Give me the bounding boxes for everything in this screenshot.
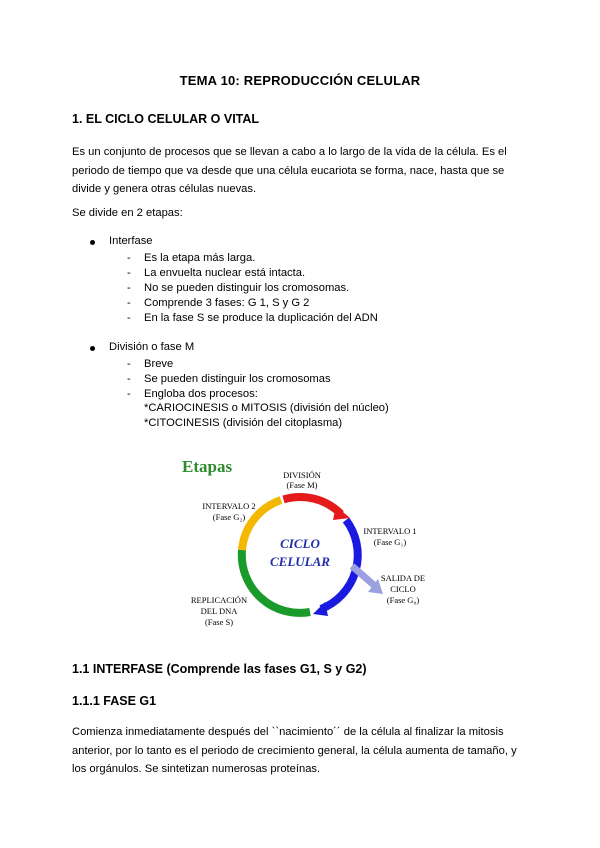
section-heading-ciclo-celular: 1. EL CICLO CELULAR O VITAL (72, 112, 260, 126)
intervalo2-label: (Fase G₂) (212, 512, 246, 522)
list-continuation: *CITOCINESIS (división del citoplasma) (144, 417, 343, 429)
page-title: TEMA 10: REPRODUCCIÓN CELULAR (179, 73, 421, 88)
paragraph-line: periodo de tiempo que va desde que una célula eucariota se forma, nace, hasta que se (72, 164, 505, 177)
division-m-arc (284, 497, 342, 514)
section-heading-fase-g1: 1.1.1 FASE G1 (72, 694, 157, 708)
paragraph-ciclo-definition (72, 143, 532, 199)
division-label: (Fase M) (286, 480, 318, 490)
replicacion-label: DEL DNA (200, 606, 238, 616)
intervalo1-label: (Fase G₁) (373, 537, 407, 547)
salida-label: CICLO (390, 584, 416, 594)
bullet-dot (90, 346, 95, 351)
document-page: TEMA 10: REPRODUCCIÓN CELULAR 1. EL CICLO CELULAR O VITAL Es un conjunto de procesos que se llevan a cabo a lo largo de la vida de la célula. Es el periodo de tiempo que va desde que una célula eucariota se forma, nace, hasta que se divide y genera otras células nuevas. Se divide en 2 etapas: Interfase - Es la etapa más larga. - La envuelta nuclear está intacta. - No se pueden distinguir los cromosomas. - Comprende 3 fases: G 1, S y G 2 - En la fase S se produce la duplicación del ADN División o fase M - Breve - Se pueden distinguir los cromosomas - Engloba dos procesos: *CARIOCINESIS o MITOSIS (división del núcleo) *CITOCINESIS (división del citoplasma) Etapas CICLO CELULAR DIVISIÓN (Fase M) INTERVALO 1 (Fase G₁) SALIDA DE CICLO (Fase G₀) REPLICACIÓN DEL DNA (Fase S) INTERVALO 2 (Fase G₂) 1.1 INTERFASE (Comprende las fases G1, S y G2) 1.1.1 FASE G1 Comienza inmediatamente después del ``nacimiento´´ de la célula al finalizar la mitosis anterior, por lo tanto es el periodo de crecimiento general, la célula aumenta de tamaño, y los orgánulos. Se sintetizan numerosas proteínas. (0, 0, 600, 848)
diagram-heading: Etapas (182, 457, 233, 476)
bullet-dot (90, 240, 95, 245)
section-heading-interfase: 1.1 INTERFASE (Comprende las fases G1, S y G2) (72, 662, 367, 676)
intervalo1-label: INTERVALO 1 (363, 526, 417, 536)
paragraph-fase-g1 (72, 723, 542, 779)
paragraph-line: Es un conjunto de procesos que se llevan a cabo a lo largo de la vida de la célula. Es el (72, 146, 507, 158)
division-label: DIVISIÓN (283, 470, 321, 480)
replicacion-label: (Fase S) (204, 617, 234, 627)
cell-cycle-diagram (170, 448, 440, 638)
center-label: CICLO (280, 536, 320, 551)
intervalo2-label: INTERVALO 2 (202, 501, 256, 511)
paragraph-line: los orgánulos. Se sintetizan numerosas proteínas. (72, 763, 321, 775)
paragraph-line: Comienza inmediatamente después del ``nacimiento´´ de la célula al finalizar la mitosis (72, 726, 504, 738)
list-continuation: *CARIOCINESIS o MITOSIS (división del núcleo) (144, 402, 389, 414)
replicacion-label: REPLICACIÓN (190, 595, 248, 605)
bullet-label-division: División o fase M (109, 341, 195, 353)
bullet-label-interfase: Interfase (109, 235, 153, 247)
salida-label: (Fase G₀) (386, 595, 420, 605)
paragraph-line: anterior, por lo tanto es el periodo de crecimiento general, la célula aumenta de tamaño, y (72, 744, 517, 757)
salida-label: SALIDA DE (380, 573, 426, 583)
center-label: CELULAR (270, 554, 330, 569)
intro-text: Se divide en 2 etapas: (72, 207, 183, 219)
paragraph-line: divide y genera otras células nuevas. (72, 183, 257, 195)
